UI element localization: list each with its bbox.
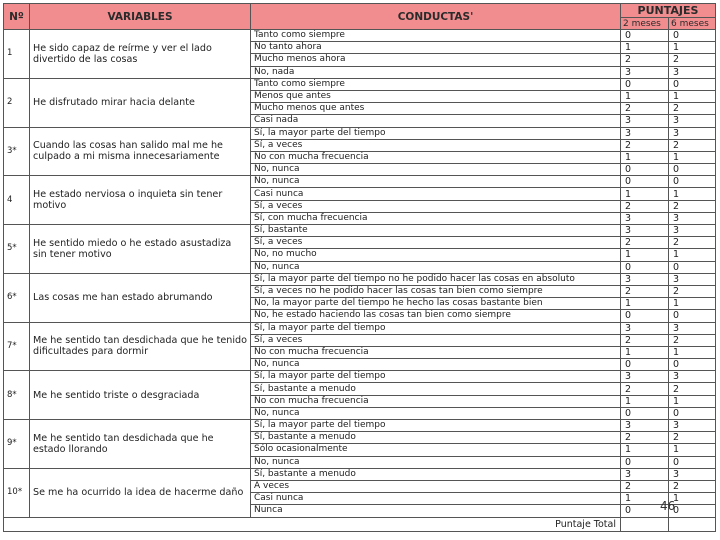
score-2-meses: 2 [621,237,669,249]
score-6-meses: 3 [669,225,716,237]
score-2-meses: 0 [621,456,669,468]
score-2-meses: 3 [621,273,669,285]
conducta-text: Sólo ocasionalmente [251,444,621,456]
conducta-text: Casi nunca [251,493,621,505]
header-num: Nº [4,4,30,30]
score-6-meses: 0 [669,359,716,371]
conducta-text: Sí, la mayor parte del tiempo [251,127,621,139]
conducta-text: Casi nada [251,115,621,127]
table-row [4,127,716,139]
score-2-meses: 2 [621,383,669,395]
score-6-meses: 3 [669,420,716,432]
conducta-text: Sí, a veces [251,334,621,346]
table-row [4,371,716,383]
item-variable: Me he sentido tan desdichada que he estado llorando [30,420,251,469]
total-2-meses [621,517,669,531]
item-variable: He sido capaz de reírme y ver el lado divertido de las cosas [30,30,251,79]
score-2-meses: 0 [621,30,669,42]
score-2-meses: 1 [621,298,669,310]
conducta-text: Tanto como siempre [251,30,621,42]
score-2-meses: 0 [621,164,669,176]
score-6-meses: 0 [669,164,716,176]
score-6-meses: 1 [669,249,716,261]
score-2-meses: 3 [621,115,669,127]
conducta-text: Mucho menos que antes [251,103,621,115]
item-number: 9* [4,420,30,469]
conducta-text: Mucho menos ahora [251,54,621,66]
conducta-text: Tanto como siempre [251,78,621,90]
score-6-meses: 0 [669,78,716,90]
score-6-meses: 2 [669,54,716,66]
conducta-text: Sí, a veces [251,200,621,212]
table-row [4,468,716,480]
score-2-meses: 2 [621,285,669,297]
score-2-meses: 0 [621,359,669,371]
item-variable: Me he sentido tan desdichada que he tenido dificultades para dormir [30,322,251,371]
conducta-text: No, nunca [251,456,621,468]
conducta-text: Sí, bastante [251,225,621,237]
conducta-text: No, nada [251,66,621,78]
conducta-text: No con mucha frecuencia [251,151,621,163]
conducta-text: A veces [251,480,621,492]
total-label: Puntaje Total [4,517,621,531]
score-6-meses: 1 [669,42,716,54]
item-variable: Me he sentido triste o desgraciada [30,371,251,420]
score-2-meses: 1 [621,188,669,200]
conducta-text: Sí, la mayor parte del tiempo [251,322,621,334]
score-2-meses: 0 [621,261,669,273]
score-6-meses: 2 [669,237,716,249]
conducta-text: No con mucha frecuencia [251,346,621,358]
score-6-meses: 0 [669,30,716,42]
score-2-meses: 3 [621,371,669,383]
score-2-meses: 1 [621,444,669,456]
item-variable: Las cosas me han estado abrumando [30,273,251,322]
conducta-text: Sí, a veces [251,237,621,249]
header-variables: VARIABLES [30,4,251,30]
score-2-meses: 2 [621,334,669,346]
score-2-meses: 3 [621,225,669,237]
score-6-meses: 1 [669,90,716,102]
item-number: 2 [4,78,30,127]
score-2-meses: 2 [621,54,669,66]
conducta-text: Nunca [251,505,621,517]
conducta-text: No tanto ahora [251,42,621,54]
conducta-text: Sí, bastante a menudo [251,468,621,480]
conducta-text: Sí, la mayor parte del tiempo no he podido hacer las cosas en absoluto [251,273,621,285]
score-6-meses: 3 [669,66,716,78]
score-6-meses: 3 [669,371,716,383]
score-2-meses: 2 [621,103,669,115]
total-row [4,517,716,531]
score-6-meses: 2 [669,200,716,212]
conducta-text: No, nunca [251,407,621,419]
score-6-meses: 3 [669,127,716,139]
conducta-text: No, nunca [251,164,621,176]
conducta-text: No, no mucho [251,249,621,261]
score-2-meses: 1 [621,249,669,261]
conducta-text: Sí, a veces no he podido hacer las cosas tan bien como siempre [251,285,621,297]
item-number: 1 [4,30,30,79]
item-variable: Cuando las cosas han salido mal me he culpado a mi misma innecesariamente [30,127,251,176]
conducta-text: Menos que antes [251,90,621,102]
score-2-meses: 2 [621,432,669,444]
score-2-meses: 1 [621,493,669,505]
score-6-meses: 0 [669,176,716,188]
score-6-meses: 0 [669,407,716,419]
conducta-text: No, nunca [251,261,621,273]
score-2-meses: 3 [621,322,669,334]
item-variable: He estado nerviosa o inquieta sin tener motivo [30,176,251,225]
score-2-meses: 3 [621,468,669,480]
page-number: 46 [660,499,676,513]
score-6-meses: 1 [669,444,716,456]
score-6-meses: 1 [669,395,716,407]
table-row [4,322,716,334]
score-2-meses: 0 [621,310,669,322]
score-6-meses: 2 [669,103,716,115]
total-6-meses [669,517,716,531]
score-2-meses: 0 [621,78,669,90]
table-row [4,273,716,285]
score-2-meses: 1 [621,42,669,54]
item-number: 4 [4,176,30,225]
header-6-meses: 6 meses [669,18,716,30]
table-row [4,78,716,90]
conducta-text: Sí, con mucha frecuencia [251,212,621,224]
score-6-meses: 2 [669,334,716,346]
score-2-meses: 1 [621,346,669,358]
epds-table [3,3,716,532]
item-number: 7* [4,322,30,371]
score-6-meses: 3 [669,212,716,224]
item-variable: He disfrutado mirar hacia delante [30,78,251,127]
score-6-meses: 3 [669,322,716,334]
score-6-meses: 1 [669,188,716,200]
score-6-meses: 3 [669,115,716,127]
table-body [4,30,716,532]
score-2-meses: 3 [621,127,669,139]
item-number: 8* [4,371,30,420]
score-2-meses: 3 [621,212,669,224]
conducta-text: Sí, bastante a menudo [251,432,621,444]
score-6-meses: 2 [669,480,716,492]
score-2-meses: 0 [621,505,669,517]
score-2-meses: 3 [621,66,669,78]
conducta-text: No con mucha frecuencia [251,395,621,407]
conducta-text: No, he estado haciendo las cosas tan bien como siempre [251,310,621,322]
score-2-meses: 2 [621,200,669,212]
conducta-text: Sí, a veces [251,139,621,151]
conducta-text: No, la mayor parte del tiempo he hecho las cosas bastante bien [251,298,621,310]
score-6-meses: 2 [669,139,716,151]
score-6-meses: 3 [669,468,716,480]
conducta-text: Casi nunca [251,188,621,200]
score-6-meses: 2 [669,285,716,297]
score-6-meses: 1 [669,346,716,358]
item-number: 5* [4,225,30,274]
score-2-meses: 2 [621,139,669,151]
score-6-meses: 0 [669,261,716,273]
score-6-meses: 0 [669,505,716,517]
score-2-meses: 1 [621,395,669,407]
header-2-meses: 2 meses [621,18,669,30]
score-6-meses: 1 [669,151,716,163]
table-row [4,176,716,188]
table-row [4,225,716,237]
score-2-meses: 1 [621,90,669,102]
score-2-meses: 1 [621,151,669,163]
conducta-text: Sí, bastante a menudo [251,383,621,395]
item-variable: Se me ha ocurrido la idea de hacerme daño [30,468,251,517]
conducta-text: No, nunca [251,359,621,371]
item-number: 6* [4,273,30,322]
item-variable: He sentido miedo o he estado asustadiza sin tener motivo [30,225,251,274]
conducta-text: No, nunca [251,176,621,188]
table-row [4,30,716,42]
table-row [4,420,716,432]
score-2-meses: 3 [621,420,669,432]
header-puntajes: PUNTAJES [621,4,716,18]
score-2-meses: 0 [621,407,669,419]
score-6-meses: 2 [669,383,716,395]
score-6-meses: 2 [669,432,716,444]
score-6-meses: 0 [669,456,716,468]
score-2-meses: 2 [621,480,669,492]
item-number: 3* [4,127,30,176]
score-6-meses: 3 [669,273,716,285]
header-conductas: CONDUCTAS' [251,4,621,30]
score-6-meses: 1 [669,493,716,505]
score-2-meses: 0 [621,176,669,188]
conducta-text: Sí, la mayor parte del tiempo [251,420,621,432]
score-6-meses: 0 [669,310,716,322]
conducta-text: Sí, la mayor parte del tiempo [251,371,621,383]
item-number: 10* [4,468,30,517]
score-6-meses: 1 [669,298,716,310]
